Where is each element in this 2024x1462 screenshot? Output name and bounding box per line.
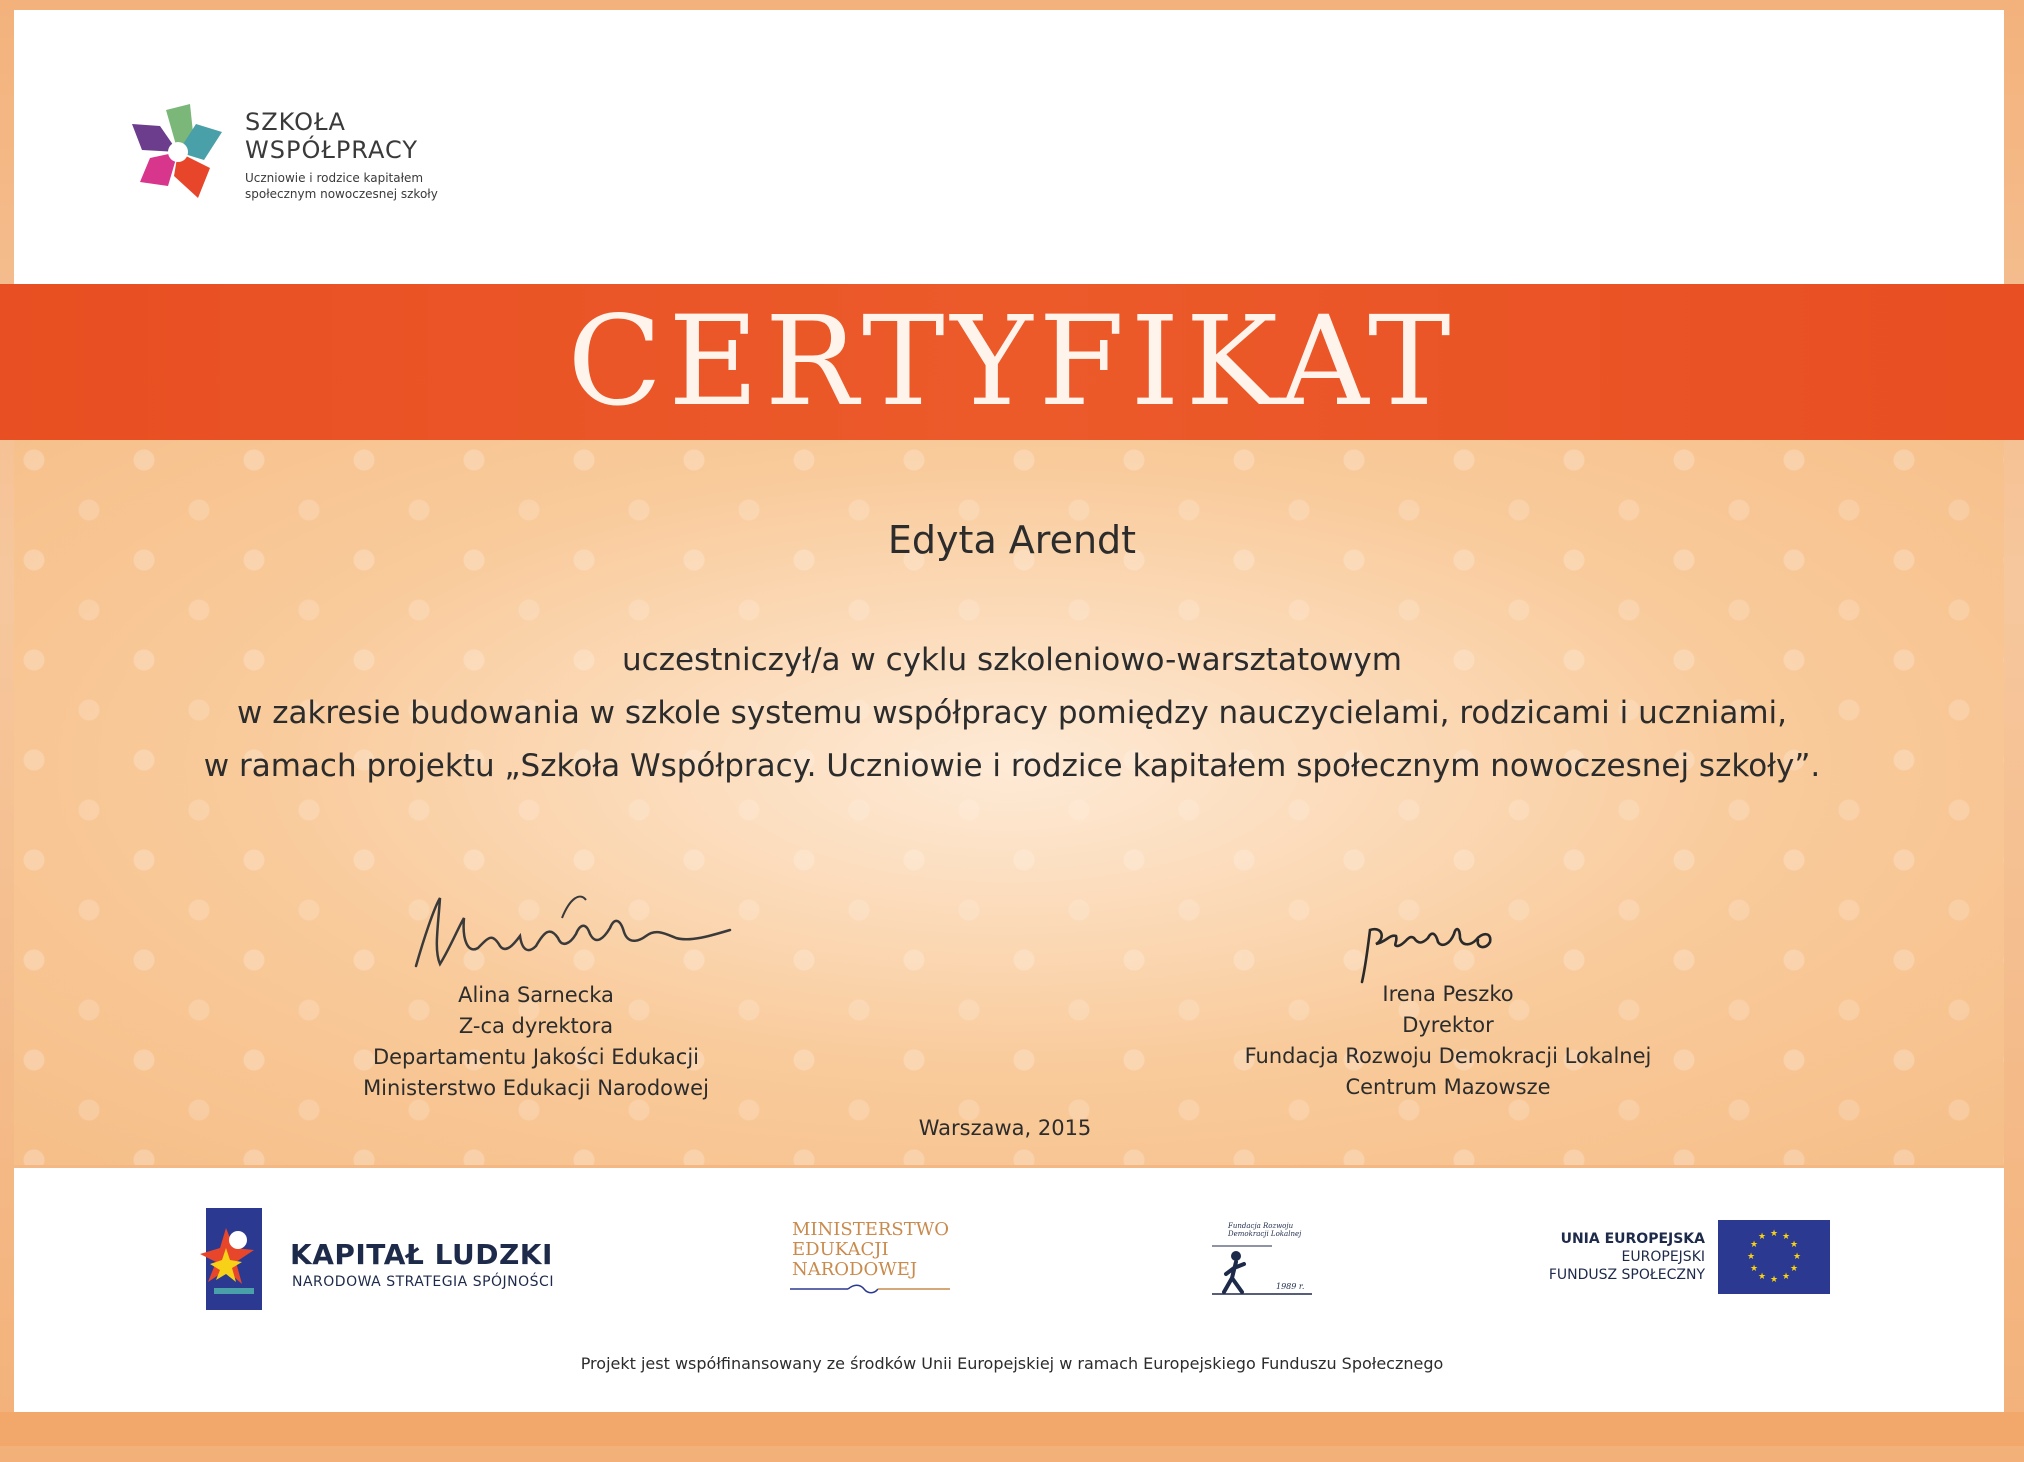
- svg-text:★: ★: [1757, 1232, 1767, 1242]
- logo-subtitle: [245, 170, 485, 202]
- eu-text: [1510, 1230, 1705, 1284]
- signatory-left-name: Alina Sarnecka: [458, 983, 614, 1007]
- logo-subtitle-line2: społecznym nowoczesnej szkoły: [245, 187, 438, 201]
- svg-text:★: ★: [1746, 1252, 1756, 1262]
- footer-stripe: [0, 1412, 2024, 1446]
- men-logo-text: [792, 1220, 992, 1280]
- svg-text:★: ★: [1781, 1232, 1791, 1242]
- svg-text:★: ★: [1757, 1272, 1767, 1282]
- certificate-text-line2: w zakresie budowania w szkole systemu współpracy pomiędzy nauczycielami, rodzicami i uczniami,: [237, 695, 1787, 731]
- frdl-line2: Demokracji Lokalnej: [1228, 1230, 1302, 1238]
- logo-title-line1: SZKOŁA: [245, 108, 346, 136]
- men-line3: NARODOWEJ: [792, 1259, 918, 1280]
- kapital-ludzki-title: KAPITAŁ LUDZKI: [290, 1238, 553, 1271]
- svg-text:★: ★: [1769, 1275, 1779, 1285]
- signatory-left-dept: Departamentu Jakości Edukacji: [372, 1045, 700, 1069]
- kapital-ludzki-flag-icon: [196, 1204, 266, 1314]
- footer-panel: [14, 1168, 2004, 1412]
- men-line2: EDUKACJI: [792, 1239, 889, 1260]
- frdl-line1: Fundacja Rozwoju: [1228, 1222, 1294, 1230]
- frdl-year: 1989 r.: [1276, 1282, 1305, 1291]
- eu-line3: FUNDUSZ SPOŁECZNY: [1548, 1267, 1705, 1283]
- svg-text:★: ★: [1749, 1264, 1759, 1274]
- signature-right: [1352, 916, 1502, 986]
- logo-title-line2: WSPÓŁPRACY: [245, 136, 418, 164]
- svg-text:★: ★: [1792, 1252, 1802, 1262]
- eu-flag-icon: [1718, 1220, 1830, 1294]
- signatory-right-dept: Fundacja Rozwoju Demokracji Lokalnej: [1244, 1044, 1652, 1068]
- men-logo-pen-icon: [790, 1282, 950, 1296]
- certificate-text-line3: w ramach projektu „Szkoła Współpracy. Uczniowie i rodzice kapitałem społecznym nowoczesnej szkoły”.: [203, 748, 1821, 784]
- signatory-left: [316, 980, 756, 1104]
- frdl-logo-text: [1228, 1222, 1308, 1238]
- place-date: Warszawa, 2015: [918, 1116, 1092, 1140]
- men-line1: MINISTERSTWO: [792, 1219, 950, 1240]
- signatory-right-name: Irena Peszko: [1382, 982, 1514, 1006]
- signatory-left-org: Ministerstwo Edukacji Narodowej: [363, 1076, 709, 1100]
- certificate-title: CERTYFIKAT: [567, 290, 1457, 434]
- signatory-right-role: Dyrektor: [1402, 1013, 1494, 1037]
- svg-text:★: ★: [1789, 1264, 1799, 1274]
- kapital-ludzki-subtitle: NARODOWA STRATEGIA SPÓJNOŚCI: [292, 1274, 554, 1290]
- eu-line2: EUROPEJSKI: [1621, 1249, 1705, 1265]
- logo-title: [245, 108, 505, 164]
- recipient-name: Edyta Arendt: [887, 518, 1137, 562]
- certificate-text-line1: uczestniczył/a w cyklu szkoleniowo-warsztatowym: [622, 642, 1402, 678]
- signatory-right: [1228, 979, 1668, 1103]
- signatory-right-org: Centrum Mazowsze: [1345, 1075, 1551, 1099]
- svg-text:★: ★: [1781, 1272, 1791, 1282]
- svg-text:★: ★: [1749, 1240, 1759, 1250]
- funding-note: Projekt jest współfinansowany ze środków Unii Europejskiej w ramach Europejskiego Funduszu Społecznego: [580, 1354, 1444, 1373]
- logo-subtitle-line1: Uczniowie i rodzice kapitałem: [245, 171, 424, 185]
- signatory-left-role: Z-ca dyrektora: [458, 1014, 614, 1038]
- eu-line1: UNIA EUROPEJSKA: [1560, 1231, 1705, 1247]
- svg-text:★: ★: [1789, 1240, 1799, 1250]
- svg-text:★: ★: [1769, 1229, 1779, 1239]
- szkola-wspolpracy-logo-icon: [128, 102, 228, 206]
- signature-left: [410, 888, 735, 978]
